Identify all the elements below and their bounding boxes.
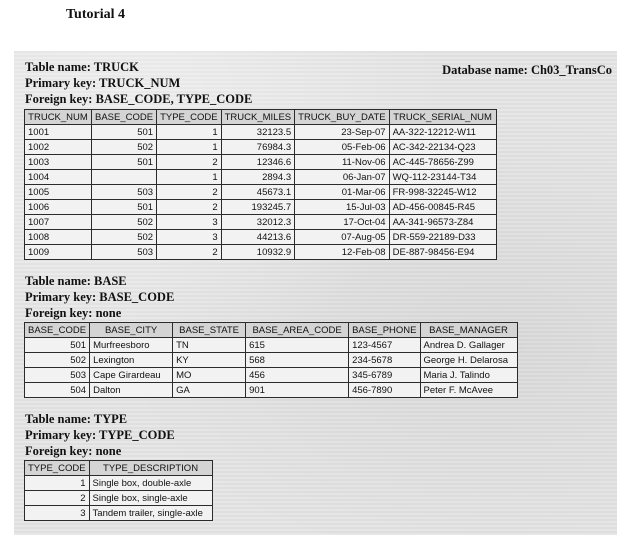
truck-table-row bbox=[25, 200, 497, 215]
base-table-cell: 901 bbox=[246, 383, 349, 398]
truck-table-cell: 1004 bbox=[25, 170, 92, 185]
base-table-cell: 615 bbox=[246, 338, 349, 353]
truck-table-cell: 06-Jan-07 bbox=[295, 170, 389, 185]
truck-table-row bbox=[25, 215, 497, 230]
type-table-cell: 3 bbox=[25, 506, 90, 521]
base-table-cell: Andrea D. Gallager bbox=[420, 338, 517, 353]
base-table-row bbox=[25, 353, 518, 368]
truck-table-cell: AD-456-00845-R45 bbox=[389, 200, 496, 215]
base-table-cell: 503 bbox=[25, 368, 90, 383]
truck-table-cell: 3 bbox=[157, 230, 222, 245]
truck-primary-key: Primary key: TRUCK_NUM bbox=[25, 76, 181, 90]
truck-table-cell: 503 bbox=[92, 185, 157, 200]
base-table-cell: Dalton bbox=[90, 383, 173, 398]
truck-table-cell: 501 bbox=[92, 155, 157, 170]
truck-header-row bbox=[25, 110, 497, 125]
base-table-cell: KY bbox=[173, 353, 246, 368]
truck-table-cell: 1001 bbox=[25, 125, 92, 140]
truck-table-cell: 2 bbox=[157, 200, 222, 215]
truck-table-cell: 12-Feb-08 bbox=[295, 245, 389, 260]
truck-table-cell: 32123.5 bbox=[221, 125, 295, 140]
truck-table-cell: 11-Nov-06 bbox=[295, 155, 389, 170]
truck-table-cell: 502 bbox=[92, 230, 157, 245]
base-column-header: BASE_CODE bbox=[25, 323, 90, 338]
truck-table-cell: 2894.3 bbox=[221, 170, 295, 185]
truck-table-cell: 10932.9 bbox=[221, 245, 295, 260]
truck-table-row bbox=[25, 140, 497, 155]
base-column-header: BASE_CITY bbox=[90, 323, 173, 338]
type-table-cell: Single box, single-axle bbox=[89, 491, 212, 506]
base-column-header: BASE_STATE bbox=[173, 323, 246, 338]
base-table-cell: 123-4567 bbox=[349, 338, 420, 353]
base-table-cell: GA bbox=[173, 383, 246, 398]
truck-table-cell: DE-887-98456-E94 bbox=[389, 245, 496, 260]
truck-table-cell: 32012.3 bbox=[221, 215, 295, 230]
truck-table-cell: 15-Jul-03 bbox=[295, 200, 389, 215]
base-column-header: BASE_AREA_CODE bbox=[246, 323, 349, 338]
truck-table-row bbox=[25, 230, 497, 245]
base-table-cell: 456-7890 bbox=[349, 383, 420, 398]
truck-table-cell: DR-559-22189-D33 bbox=[389, 230, 496, 245]
truck-table-cell: AA-341-96573-Z84 bbox=[389, 215, 496, 230]
base-table-cell: Lexington bbox=[90, 353, 173, 368]
truck-table-cell: 1005 bbox=[25, 185, 92, 200]
type-table bbox=[24, 460, 213, 521]
base-column-header: BASE_PHONE bbox=[349, 323, 420, 338]
truck-column-header: TRUCK_MILES bbox=[221, 110, 295, 125]
base-table-row bbox=[25, 368, 518, 383]
truck-table-cell: 2 bbox=[157, 185, 222, 200]
base-table-cell: Peter F. McAvee bbox=[420, 383, 517, 398]
type-column-header: TYPE_CODE bbox=[25, 461, 90, 476]
type-table-name: Table name: TYPE bbox=[25, 412, 128, 426]
base-table-cell: 501 bbox=[25, 338, 90, 353]
base-table-row bbox=[25, 338, 518, 353]
truck-table-row bbox=[25, 155, 497, 170]
type-table-row bbox=[25, 506, 213, 521]
truck-table-cell: 1008 bbox=[25, 230, 92, 245]
truck-column-header: TRUCK_BUY_DATE bbox=[295, 110, 389, 125]
database-name: Database name: Ch03_TransCo bbox=[442, 63, 612, 77]
truck-table-cell: 45673.1 bbox=[221, 185, 295, 200]
base-table-cell: Murfreesboro bbox=[90, 338, 173, 353]
type-table-row bbox=[25, 491, 213, 506]
base-table-cell: 502 bbox=[25, 353, 90, 368]
truck-table-cell: 17-Oct-04 bbox=[295, 215, 389, 230]
truck-table-cell: 23-Sep-07 bbox=[295, 125, 389, 140]
truck-table-cell: 501 bbox=[92, 125, 157, 140]
truck-table-cell: 1007 bbox=[25, 215, 92, 230]
truck-table-cell: 503 bbox=[92, 245, 157, 260]
base-table-cell: Maria J. Talindo bbox=[420, 368, 517, 383]
truck-table-cell: 1003 bbox=[25, 155, 92, 170]
truck-column-header: TYPE_CODE bbox=[157, 110, 222, 125]
truck-table-cell: AC-445-78656-Z99 bbox=[389, 155, 496, 170]
base-table-cell: TN bbox=[173, 338, 246, 353]
base-table-cell: 504 bbox=[25, 383, 90, 398]
truck-column-header: TRUCK_NUM bbox=[25, 110, 92, 125]
type-table-row bbox=[25, 476, 213, 491]
type-foreign-key: Foreign key: none bbox=[25, 444, 122, 458]
base-header bbox=[25, 273, 174, 321]
truck-table-cell: AA-322-12212-W11 bbox=[389, 125, 496, 140]
truck-table-cell: 1 bbox=[157, 125, 222, 140]
truck-table-cell: 193245.7 bbox=[221, 200, 295, 215]
type-table-cell: 2 bbox=[25, 491, 90, 506]
base-table-cell: 568 bbox=[246, 353, 349, 368]
tutorial-title: Tutorial 4 bbox=[66, 7, 125, 22]
truck-table-cell: 502 bbox=[92, 215, 157, 230]
truck-table-cell: 1 bbox=[157, 170, 222, 185]
base-table-cell: 345-6789 bbox=[349, 368, 420, 383]
truck-header bbox=[25, 59, 252, 107]
type-header-row bbox=[25, 461, 213, 476]
truck-foreign-key: Foreign key: BASE_CODE, TYPE_CODE bbox=[25, 92, 253, 106]
base-table-cell: Cape Girardeau bbox=[90, 368, 173, 383]
truck-table-name: Table name: TRUCK bbox=[25, 60, 139, 74]
truck-table-cell: 44213.6 bbox=[221, 230, 295, 245]
truck-table bbox=[24, 109, 497, 260]
truck-table-cell: 1006 bbox=[25, 200, 92, 215]
truck-table-row bbox=[25, 245, 497, 260]
base-table-cell: George H. Delarosa bbox=[420, 353, 517, 368]
type-table-cell: 1 bbox=[25, 476, 90, 491]
truck-column-header: BASE_CODE bbox=[92, 110, 157, 125]
base-foreign-key: Foreign key: none bbox=[25, 306, 122, 320]
truck-table-cell: 07-Aug-05 bbox=[295, 230, 389, 245]
truck-table-cell: 2 bbox=[157, 155, 222, 170]
base-table-cell: 234-5678 bbox=[349, 353, 420, 368]
base-table-name: Table name: BASE bbox=[25, 274, 127, 288]
truck-table-cell bbox=[92, 170, 157, 185]
base-table-cell: MO bbox=[173, 368, 246, 383]
truck-table-cell: 1002 bbox=[25, 140, 92, 155]
truck-table-cell: WQ-112-23144-T34 bbox=[389, 170, 496, 185]
truck-table-cell: 05-Feb-06 bbox=[295, 140, 389, 155]
truck-table-cell: 1009 bbox=[25, 245, 92, 260]
truck-table-cell: 01-Mar-06 bbox=[295, 185, 389, 200]
type-column-header: TYPE_DESCRIPTION bbox=[89, 461, 212, 476]
truck-table-cell: 2 bbox=[157, 245, 222, 260]
truck-table-cell: 76984.3 bbox=[221, 140, 295, 155]
truck-table-cell: 12346.6 bbox=[221, 155, 295, 170]
type-header bbox=[25, 411, 175, 459]
base-table-row bbox=[25, 383, 518, 398]
truck-table-cell: 502 bbox=[92, 140, 157, 155]
base-table bbox=[24, 322, 518, 398]
truck-table-cell: 501 bbox=[92, 200, 157, 215]
base-header-row bbox=[25, 323, 518, 338]
base-column-header: BASE_MANAGER bbox=[420, 323, 517, 338]
type-table-cell: Tandem trailer, single-axle bbox=[89, 506, 212, 521]
type-table-cell: Single box, double-axle bbox=[89, 476, 212, 491]
base-primary-key: Primary key: BASE_CODE bbox=[25, 290, 175, 304]
truck-table-row bbox=[25, 185, 497, 200]
truck-table-row bbox=[25, 170, 497, 185]
truck-column-header: TRUCK_SERIAL_NUM bbox=[389, 110, 496, 125]
base-table-cell: 456 bbox=[246, 368, 349, 383]
truck-table-cell: 1 bbox=[157, 140, 222, 155]
truck-table-row bbox=[25, 125, 497, 140]
truck-table-cell: FR-998-32245-W12 bbox=[389, 185, 496, 200]
type-primary-key: Primary key: TYPE_CODE bbox=[25, 428, 175, 442]
truck-table-cell: 3 bbox=[157, 215, 222, 230]
truck-table-cell: AC-342-22134-Q23 bbox=[389, 140, 496, 155]
